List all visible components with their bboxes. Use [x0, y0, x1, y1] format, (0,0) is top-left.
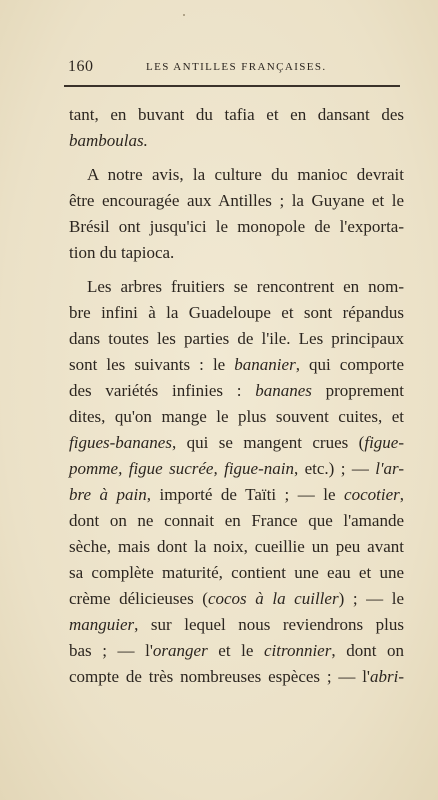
text-line: tion du tapioca. — [69, 243, 175, 262]
text-line: dont on ne connait en France que l'amande — [69, 511, 404, 530]
page-header — [68, 58, 400, 78]
text-line: tant, en buvant du tafia et en dansant des — [69, 105, 404, 124]
paragraph-gap — [69, 266, 404, 274]
text-line: pomme, figue sucrée, figue-nain, etc.) ; — l'ar- — [69, 459, 404, 478]
text-line: sa complète maturité, contient une eau et une — [69, 563, 404, 582]
text-line: figues-bananes, qui se mangent crues (figue- — [69, 433, 404, 452]
text-line: A notre avis, la culture du manioc devrait — [87, 165, 404, 184]
text-line: manguier, sur lequel nous reviendrons plus — [69, 615, 404, 634]
text-line: bamboulas. — [69, 131, 148, 150]
text-line: dites, qu'on mange le plus souvent cuites, et — [69, 407, 404, 426]
text-line: être encouragée aux Antilles ; la Guyane et le — [69, 191, 404, 210]
text-line: Brésil ont jusqu'ici le monopole de l'exporta- — [69, 217, 404, 236]
text-line: dans toutes les parties de l'ile. Les principaux — [69, 329, 404, 348]
text-line: Les arbres fruitiers se rencontrent en nom- — [87, 277, 404, 296]
running-title: LES ANTILLES FRANÇAISES. — [146, 61, 327, 73]
paragraph-gap — [69, 154, 404, 162]
body-text — [69, 102, 404, 690]
text-line: sèche, mais dont la noix, cueillie un peu avant — [69, 537, 404, 556]
text-line: des variétés infinies : bananes proprement — [69, 381, 404, 400]
header-rule — [64, 85, 400, 87]
paper-speck — [183, 14, 185, 16]
page-number: 160 — [68, 58, 94, 75]
text-line: bas ; — l'oranger et le citronnier, dont on — [69, 641, 404, 660]
text-line: crème délicieuses (cocos à la cuiller) ; — le — [69, 589, 405, 608]
text-line: bre infini à la Guadeloupe et sont répandus — [69, 303, 404, 322]
text-line: sont les suivants : le bananier, qui comporte — [69, 355, 404, 374]
text-line: compte de très nombreuses espèces ; — l'abri- — [69, 667, 404, 686]
text-line: bre à pain, importé de Taïti ; — le cocotier, — [69, 485, 404, 504]
